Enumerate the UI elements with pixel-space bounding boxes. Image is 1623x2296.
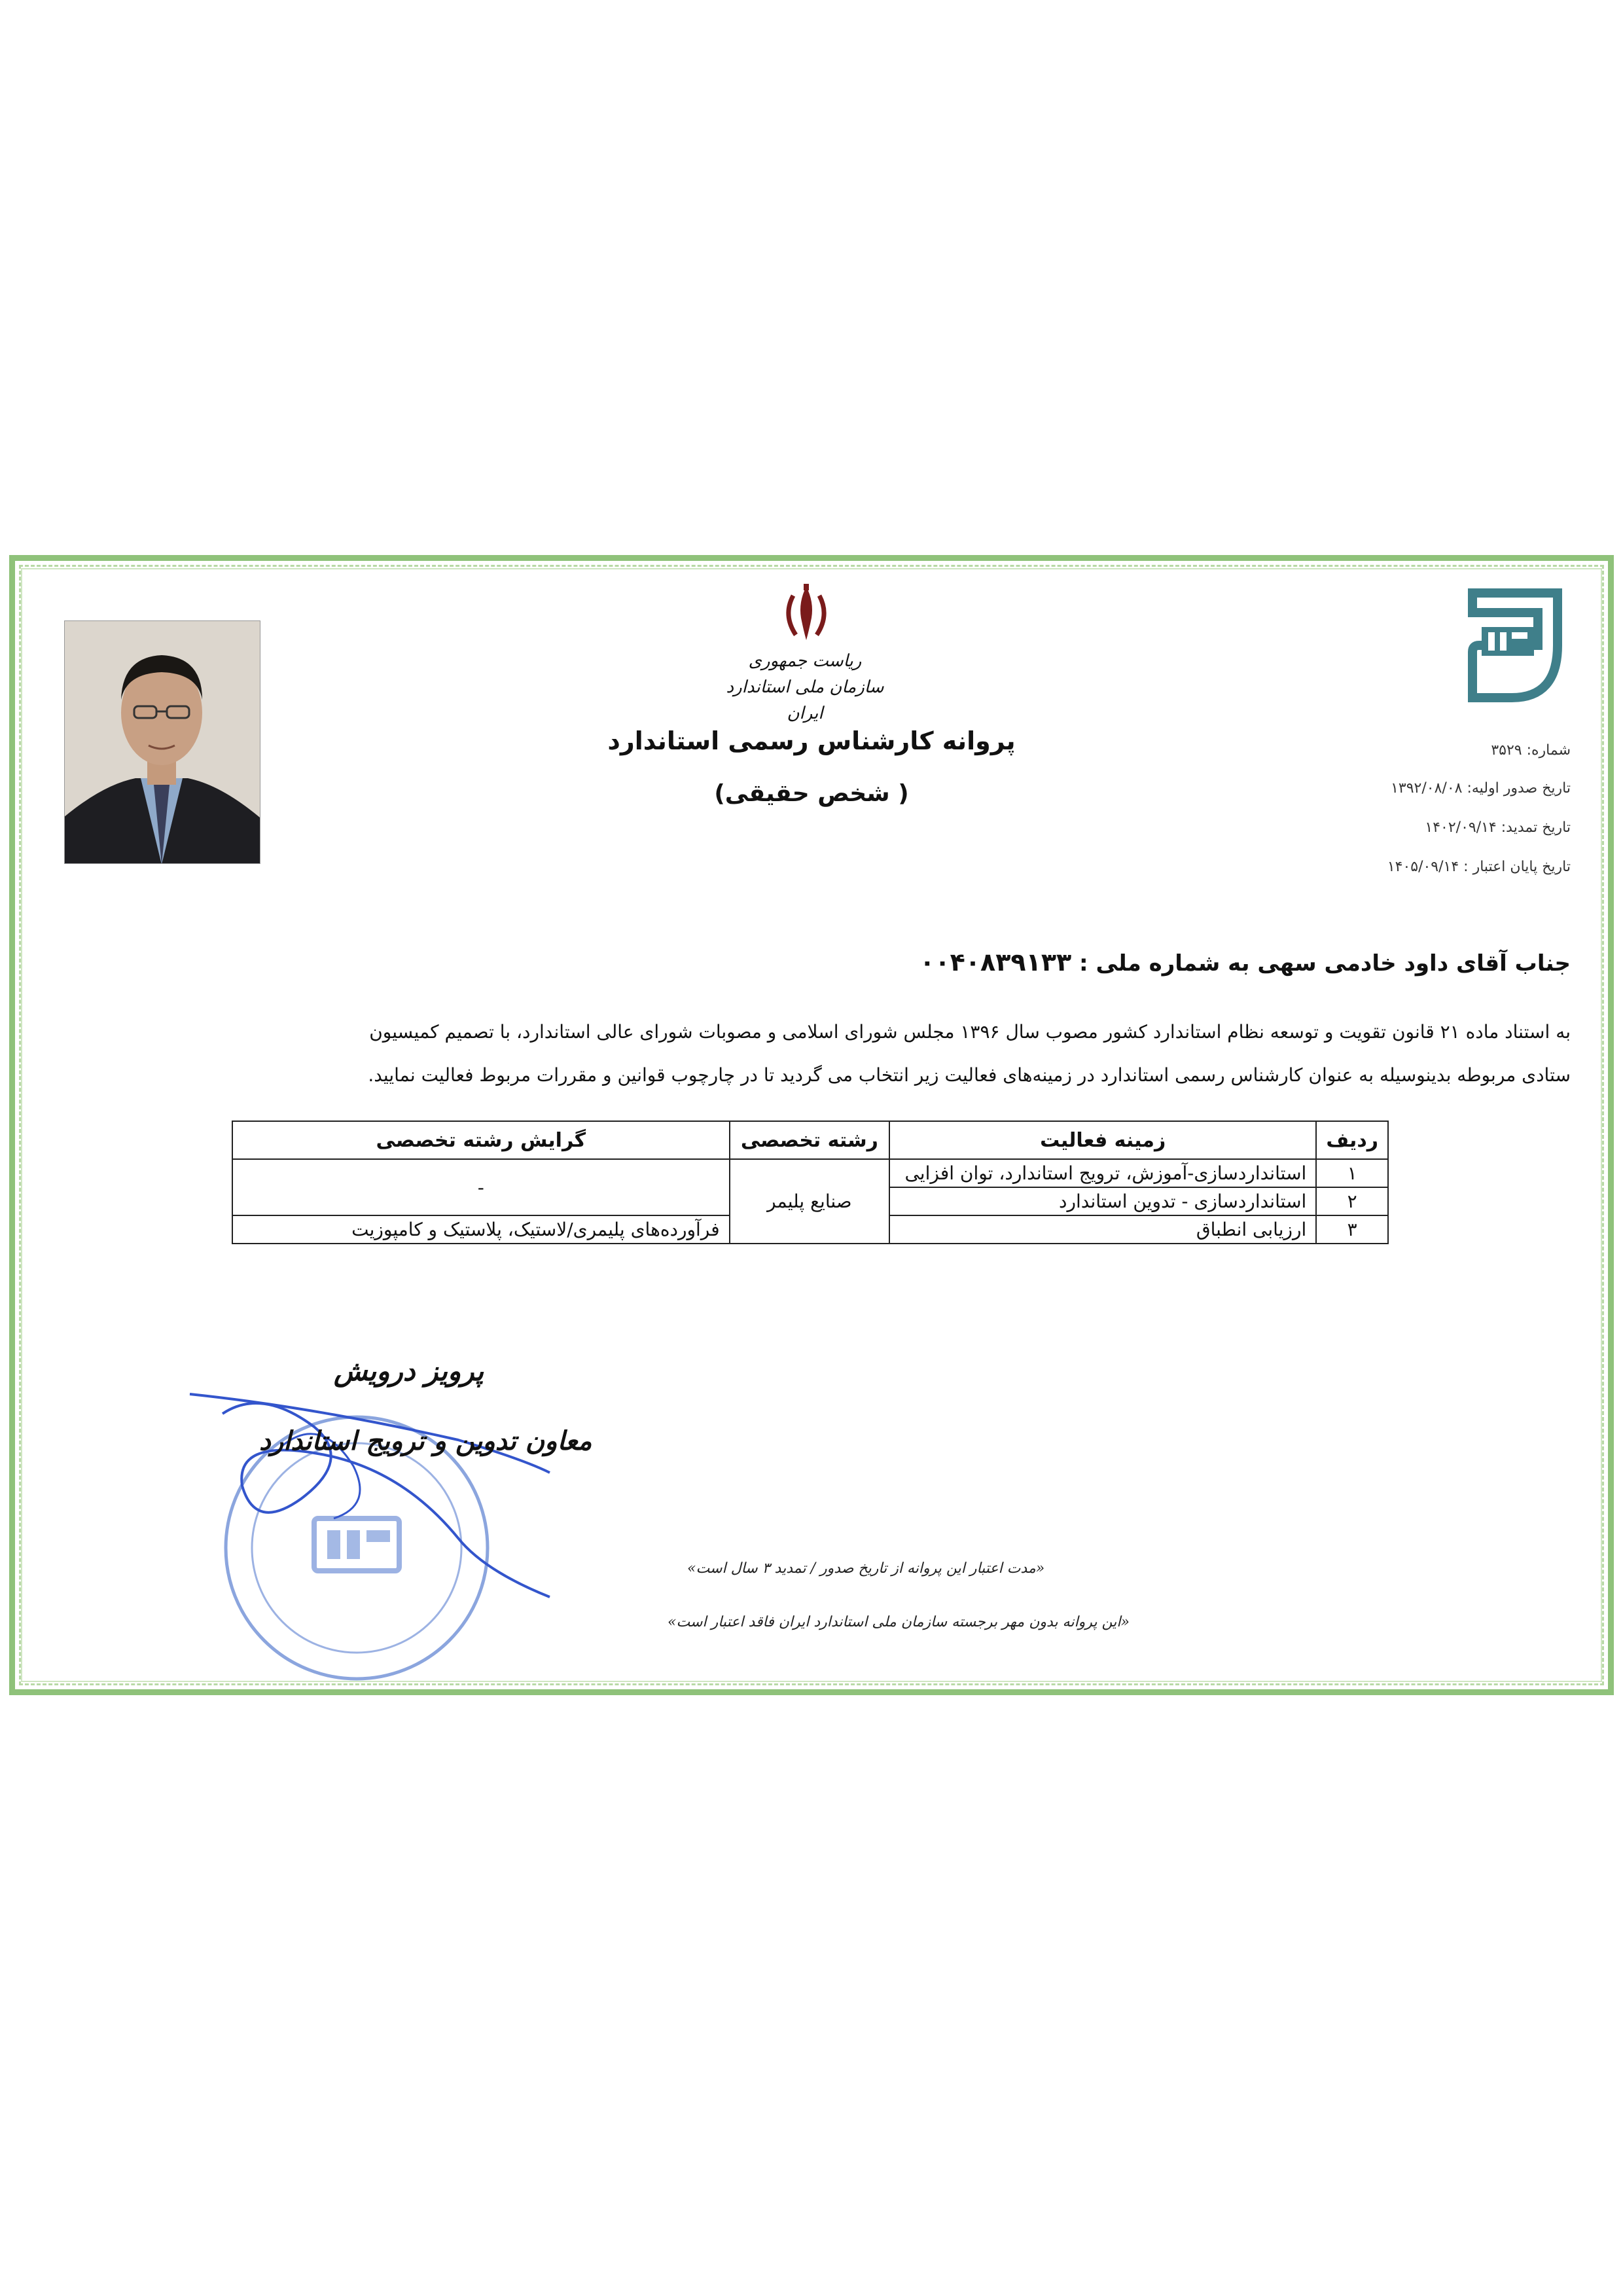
recipient-line: [654, 948, 1571, 977]
body-line-1: به استناد ماده ۲۱ قانون تقویت و توسعه نظام استاندارد کشور مصوب سال ۱۳۹۶ مجلس شورای اسلامی و مصوبات شورای عالی استاندارد، با تصمیم کمیسیون: [369, 1021, 1571, 1043]
body-line-2: ستادی مربوطه بدینوسیله به عنوان کارشناس رسمی استاندارد در زمینه‌های فعالیت زیر انتخاب می گردید تا در چارچوب قوانین و مقررات مربوط فعالیت نمایید.: [368, 1064, 1571, 1086]
header-activity: زمینه فعالیت: [889, 1121, 1316, 1159]
row-number: ۱: [1316, 1159, 1388, 1187]
isiri-logo-icon: [1459, 586, 1565, 704]
meta-number-label: شماره:: [1526, 742, 1571, 759]
meta-expiry-date: [1387, 859, 1571, 875]
row-specialty: صنایع پلیمر: [730, 1159, 889, 1244]
meta-expiry-value: ۱۴۰۵/۰۹/۱۴: [1387, 859, 1459, 875]
row-activity: استانداردسازی - تدوین استاندارد: [889, 1187, 1316, 1215]
header-specialty: رشته تخصصی: [730, 1121, 889, 1159]
header-subspecialty: گرایش رشته تخصصی: [232, 1121, 730, 1159]
activities-table: [232, 1121, 1389, 1244]
row-subspecialty-top: -: [232, 1159, 730, 1215]
validity-note: «مدت اعتبار این پروانه از تاریخ صدور / تمدید ۳ سال است»: [687, 1560, 1045, 1577]
row-number: ۲: [1316, 1187, 1388, 1215]
row-subspecialty-bottom: فرآورده‌های پلیمری/لاستیک، پلاستیک و کامپوزیت: [232, 1215, 730, 1244]
holder-photo: [64, 620, 260, 864]
issuer-heading: [713, 648, 897, 726]
table-header-row: [232, 1121, 1388, 1159]
national-emblem-icon: [779, 583, 834, 645]
presidency-line: ریاست جمهوری: [748, 651, 862, 671]
stamp-requirement-note: «این پروانه بدون مهر برجسته سازمان ملی استاندارد ایران فاقد اعتبار است»: [668, 1614, 1130, 1630]
table-row: [232, 1159, 1388, 1187]
meta-issue-label: تاریخ صدور اولیه:: [1467, 780, 1571, 797]
certificate-subtitle: ( شخص حقیقی): [714, 780, 909, 807]
meta-issue-date: [1391, 780, 1571, 797]
certificate-title: پروانه کارشناس رسمی استاندارد: [607, 726, 1016, 755]
national-id: ۰۰۴۰۸۳۹۱۳۳: [919, 948, 1072, 977]
signature-scribble: [183, 1368, 563, 1617]
signatory-name: پرویز درویش: [334, 1355, 484, 1387]
row-activity: استانداردسازی-آموزش، ترویج استاندارد، توان افزایی: [889, 1159, 1316, 1187]
meta-issue-value: ۱۳۹۲/۰۸/۰۸: [1391, 780, 1463, 797]
meta-renewal-label: تاریخ تمدید:: [1501, 819, 1571, 836]
meta-number: [1491, 742, 1571, 759]
row-number: ۳: [1316, 1215, 1388, 1244]
meta-renewal-value: ۱۴۰۲/۰۹/۱۴: [1425, 819, 1497, 836]
row-activity: ارزیابی انطباق: [889, 1215, 1316, 1244]
signatory-title: معاون تدوین و ترویج استاندارد: [259, 1426, 592, 1456]
recipient-prefix: جناب آقای داود خادمی سهی به شماره ملی :: [1079, 950, 1571, 977]
header-row-number: ردیف: [1316, 1121, 1388, 1159]
meta-expiry-label: تاریخ پایان اعتبار :: [1463, 859, 1571, 875]
meta-number-value: ۳۵۲۹: [1491, 742, 1522, 759]
meta-renewal-date: [1425, 819, 1571, 836]
certificate-body: [72, 1011, 1571, 1097]
organization-line: سازمان ملی استاندارد ایران: [726, 677, 884, 723]
